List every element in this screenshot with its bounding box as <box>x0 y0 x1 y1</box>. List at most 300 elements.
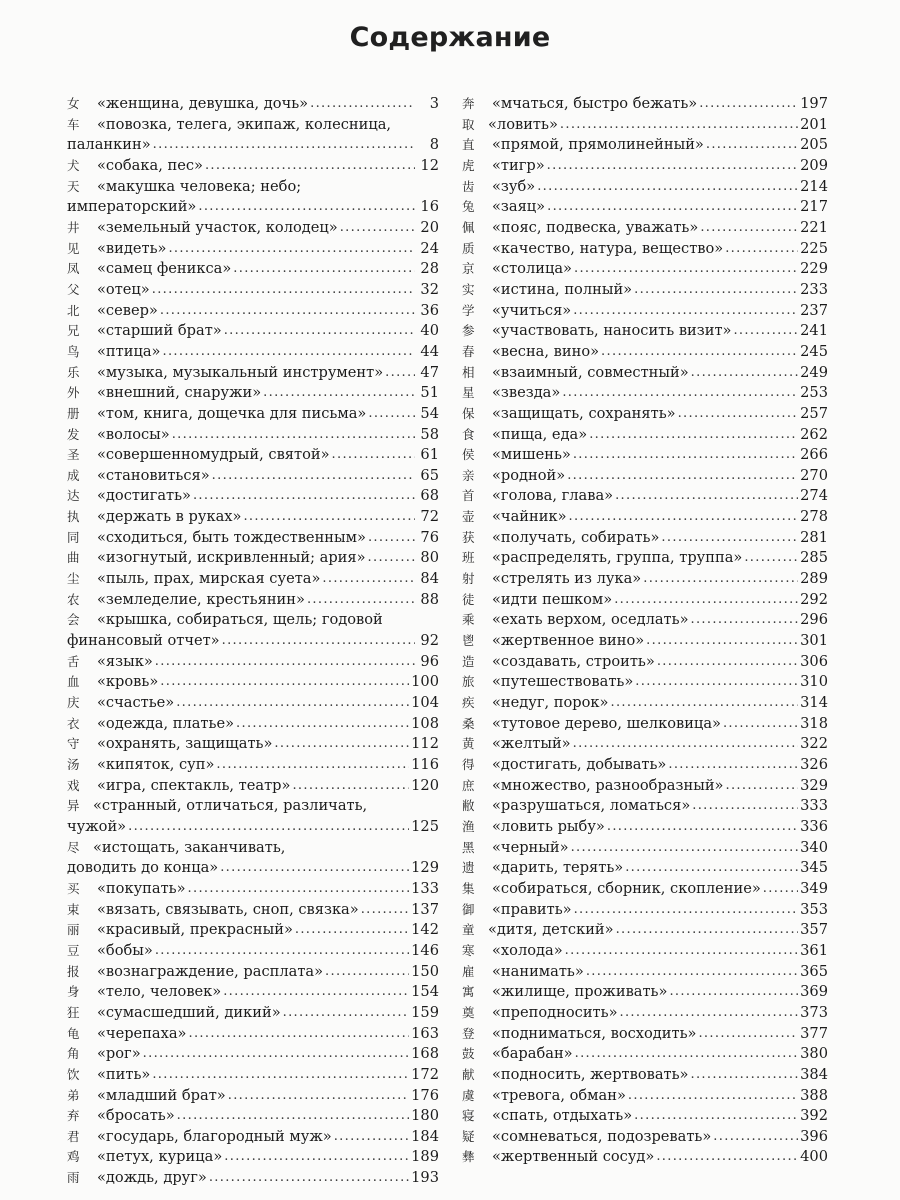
hieroglyph: 册 <box>67 405 80 421</box>
dot-leader <box>283 1002 410 1024</box>
entry-title: «стрелять из лука» <box>492 570 642 588</box>
hieroglyph: 保 <box>462 405 475 421</box>
hieroglyph: 守 <box>67 736 80 752</box>
entry-title: «сходиться, быть тождественным» <box>97 528 366 546</box>
entry-title: «недуг, порок» <box>492 694 609 712</box>
dot-leader <box>295 919 409 941</box>
toc-entry <box>67 321 439 342</box>
hieroglyph: 渔 <box>462 818 475 834</box>
dot-leader <box>706 134 798 156</box>
dot-leader <box>567 465 798 487</box>
page-number: 361 <box>800 941 828 959</box>
hieroglyph: 车 <box>67 116 80 132</box>
toc-entry <box>462 1044 828 1065</box>
entry-title: «родной» <box>492 466 566 484</box>
dot-leader <box>562 382 798 404</box>
dot-leader <box>691 362 799 384</box>
hieroglyph: 束 <box>67 901 80 917</box>
page-number: 163 <box>411 1024 439 1042</box>
toc-entry <box>462 259 828 280</box>
entry-title: «внешний, снаружи» <box>97 384 262 402</box>
dot-leader <box>744 547 798 569</box>
toc-entry <box>67 672 439 693</box>
dot-leader <box>668 754 798 776</box>
toc-entry <box>67 941 439 962</box>
dot-leader <box>155 651 415 673</box>
entry-title: «жилище, проживать» <box>492 983 668 1001</box>
page-number: 245 <box>800 342 828 360</box>
page-number: 310 <box>800 673 828 691</box>
page-number: 396 <box>800 1127 828 1145</box>
hieroglyph: 异 <box>67 798 80 814</box>
dot-leader <box>310 93 415 115</box>
entry-title: «язык» <box>97 652 153 670</box>
toc-entry <box>462 321 828 342</box>
toc-entry <box>67 342 439 363</box>
toc-entry <box>462 301 828 322</box>
hieroglyph: 鸟 <box>67 343 80 359</box>
dot-leader <box>565 940 799 962</box>
dot-leader <box>368 547 415 569</box>
dot-leader <box>325 961 409 983</box>
page-number: 270 <box>800 466 828 484</box>
entry-title: «прямой, прямолинейный» <box>492 136 704 154</box>
page-number: 180 <box>411 1107 439 1125</box>
toc-entry <box>462 962 828 983</box>
entry-title: «сумасшедший, дикий» <box>97 1003 281 1021</box>
toc-entry <box>67 982 439 1003</box>
hieroglyph: 龟 <box>67 1025 80 1041</box>
page-number: 326 <box>800 756 828 773</box>
page-number: 281 <box>800 528 828 546</box>
dot-leader <box>547 155 798 177</box>
dot-leader <box>700 217 798 239</box>
page-number: 257 <box>800 404 828 422</box>
page-number: 392 <box>800 1107 828 1125</box>
dot-leader <box>222 630 415 652</box>
toc-entry <box>67 507 439 528</box>
dot-leader <box>573 444 798 466</box>
hieroglyph: 乘 <box>462 612 475 628</box>
toc-entry <box>67 734 439 755</box>
dot-leader <box>236 713 409 735</box>
hieroglyph: 首 <box>462 488 475 504</box>
toc-entry <box>67 548 439 569</box>
entry-title: чужой» <box>67 817 127 835</box>
hieroglyph: 射 <box>462 571 475 587</box>
dot-leader <box>574 258 798 280</box>
hieroglyph: 疾 <box>462 695 475 711</box>
page-number: 16 <box>420 198 439 216</box>
toc-entry <box>67 1127 439 1148</box>
hieroglyph: 执 <box>67 509 80 525</box>
entry-title: «звезда» <box>492 384 561 402</box>
hieroglyph: 集 <box>462 880 475 896</box>
toc-entry <box>462 135 828 156</box>
page-number: 262 <box>800 425 828 443</box>
page-number: 388 <box>800 1086 828 1104</box>
hieroglyph: 参 <box>462 323 475 339</box>
toc-entry <box>67 363 439 384</box>
toc-entry <box>67 920 439 941</box>
page-number: 296 <box>800 611 828 629</box>
dot-leader <box>723 713 798 735</box>
page-number: 214 <box>800 177 828 195</box>
entry-title: «мишень» <box>492 446 571 464</box>
entry-title: «заяц» <box>492 198 546 216</box>
hieroglyph: 丽 <box>67 922 80 938</box>
hieroglyph: 弃 <box>67 1108 80 1124</box>
hieroglyph: 疑 <box>462 1128 475 1144</box>
page-number: 349 <box>800 879 828 897</box>
dot-leader <box>385 362 415 384</box>
entry-title: «кровь» <box>97 673 159 691</box>
dot-leader <box>725 775 798 797</box>
dot-leader <box>634 1105 798 1127</box>
page-number: 68 <box>420 487 439 505</box>
entry-title: «становиться» <box>97 466 210 484</box>
toc-entry <box>67 879 439 900</box>
entry-title: «зуб» <box>492 177 536 195</box>
dot-leader <box>274 733 409 755</box>
page-number: 189 <box>411 1148 439 1166</box>
entry-title: «создавать, строить» <box>492 652 655 670</box>
entry-title: «пища, еда» <box>492 425 588 443</box>
page-number: 301 <box>800 632 828 650</box>
page-number: 72 <box>420 508 439 526</box>
toc-entry <box>462 363 828 384</box>
page-number: 54 <box>420 404 439 422</box>
entry-title: «пояс, подвеска, уважать» <box>492 218 699 236</box>
entry-title: «черный» <box>492 838 569 856</box>
hieroglyph: 鼓 <box>462 1046 475 1062</box>
hieroglyph: 乐 <box>67 364 80 380</box>
page-number: 129 <box>411 859 439 877</box>
entry-title: «чайник» <box>492 508 567 526</box>
hieroglyph: 寒 <box>462 942 475 958</box>
hieroglyph: 兄 <box>67 323 80 339</box>
dot-leader <box>152 279 415 301</box>
toc-entry <box>462 590 828 611</box>
dot-leader <box>537 176 798 198</box>
hieroglyph: 尽 <box>67 839 80 855</box>
page-number: 112 <box>411 735 439 753</box>
entry-title: «править» <box>492 900 572 918</box>
hieroglyph: 外 <box>67 385 80 401</box>
dot-leader <box>635 671 798 693</box>
hieroglyph: 凤 <box>67 261 80 277</box>
dot-leader <box>143 1043 410 1065</box>
hieroglyph: 农 <box>67 591 80 607</box>
toc-entry <box>462 982 828 1003</box>
toc-column-right <box>462 94 828 1168</box>
page-number: 3 <box>429 95 439 112</box>
page-number: 285 <box>800 549 828 567</box>
entry-title: «собираться, сборник, скопление» <box>492 879 761 897</box>
page-number: 229 <box>800 260 828 278</box>
entry-title: «дитя, детский» <box>488 921 614 939</box>
entry-title: «покупать» <box>97 879 186 897</box>
dot-leader <box>193 485 415 507</box>
toc-entry <box>67 280 439 301</box>
hieroglyph: 汤 <box>67 757 80 772</box>
page-number: 36 <box>420 301 439 319</box>
toc-entry <box>67 466 439 487</box>
entry-title: «государь, благородный муж» <box>97 1127 332 1145</box>
toc-entry <box>462 693 828 714</box>
toc-entry <box>67 445 439 466</box>
page-number: 47 <box>420 363 439 381</box>
hieroglyph: 会 <box>67 612 80 628</box>
hieroglyph: 父 <box>67 281 80 297</box>
toc-entry <box>67 693 439 714</box>
dot-leader <box>698 1023 798 1045</box>
entry-title: «старший брат» <box>97 322 222 340</box>
dot-leader <box>691 609 799 631</box>
dot-leader <box>646 630 798 652</box>
toc-entry <box>462 218 828 239</box>
hieroglyph: 雇 <box>462 963 475 979</box>
hieroglyph: 豆 <box>67 942 80 958</box>
hieroglyph: 北 <box>67 302 80 318</box>
dot-leader <box>212 465 415 487</box>
hieroglyph: 圣 <box>67 447 80 463</box>
dot-leader <box>634 279 798 301</box>
entry-title: «учиться» <box>492 301 572 319</box>
dot-leader <box>224 1146 409 1168</box>
dot-leader <box>573 300 798 322</box>
page-number: 380 <box>800 1045 828 1063</box>
entry-title: «сомневаться, подозревать» <box>492 1127 712 1145</box>
page-number: 168 <box>411 1045 439 1063</box>
dot-leader <box>152 1064 409 1086</box>
hieroglyph: 角 <box>67 1046 80 1062</box>
hieroglyph: 相 <box>462 364 475 380</box>
hieroglyph: 报 <box>67 963 80 979</box>
hieroglyph: 黄 <box>462 736 475 752</box>
toc-entry <box>462 528 828 549</box>
page-number: 278 <box>800 508 828 526</box>
page-number: 241 <box>800 322 828 340</box>
page-number: 88 <box>420 590 439 608</box>
hieroglyph: 曲 <box>67 550 80 566</box>
entry-title: «пить» <box>97 1065 151 1083</box>
toc-column-left <box>67 94 439 1189</box>
entry-title: «тигр» <box>492 156 545 174</box>
page-number: 373 <box>800 1003 828 1021</box>
hieroglyph: 君 <box>67 1128 80 1144</box>
dot-leader <box>571 837 799 859</box>
toc-entry <box>462 383 828 404</box>
page-number: 322 <box>800 735 828 753</box>
dot-leader <box>307 589 415 611</box>
entry-title: «том, книга, дощечка для письма» <box>97 404 367 422</box>
page-number: 365 <box>800 962 828 980</box>
dot-leader <box>690 1064 798 1086</box>
dot-leader <box>616 919 799 941</box>
dot-leader <box>763 878 798 900</box>
toc-entry <box>67 1003 439 1024</box>
entry-title: «жертвенное вино» <box>492 632 645 650</box>
entry-title: «распределять, группа, труппа» <box>492 549 743 567</box>
dot-leader <box>128 816 409 838</box>
page-number: 336 <box>800 817 828 835</box>
entry-title: «счастье» <box>97 694 175 712</box>
page-number: 333 <box>800 797 828 815</box>
toc-entry <box>462 1086 828 1107</box>
page-number: 237 <box>800 301 828 319</box>
toc-entry <box>462 631 828 652</box>
toc-entry <box>462 941 828 962</box>
entry-title: «защищать, сохранять» <box>492 404 676 422</box>
toc-entry <box>462 838 828 859</box>
hieroglyph: 取 <box>462 116 475 132</box>
page-number: 384 <box>800 1065 828 1083</box>
toc-entry <box>67 156 439 177</box>
page-number: 221 <box>800 218 828 236</box>
dot-leader <box>692 795 798 817</box>
page-number: 40 <box>420 322 439 340</box>
toc-entry <box>462 404 828 425</box>
hieroglyph: 井 <box>67 219 80 235</box>
hieroglyph: 直 <box>462 137 475 153</box>
dot-leader <box>607 816 798 838</box>
hieroglyph: 春 <box>462 343 475 359</box>
hieroglyph: 食 <box>462 426 475 442</box>
hieroglyph: 鬯 <box>462 633 475 649</box>
hieroglyph: 登 <box>462 1025 475 1041</box>
toc-entry <box>67 900 439 921</box>
toc-entry <box>67 218 439 239</box>
toc-entry <box>462 858 828 879</box>
dot-leader <box>155 940 409 962</box>
hieroglyph: 见 <box>67 240 80 256</box>
toc-entry <box>462 548 828 569</box>
toc-entry <box>462 900 828 921</box>
page-number: 133 <box>411 879 439 897</box>
page-number: 146 <box>411 941 439 959</box>
toc-entry <box>462 1147 828 1168</box>
toc-entry <box>462 507 828 528</box>
page-number: 8 <box>429 136 439 154</box>
dot-leader <box>628 1085 798 1107</box>
entry-title: «самец феникса» <box>97 260 232 278</box>
dot-leader <box>368 527 415 549</box>
toc-entry <box>462 466 828 487</box>
toc-entry <box>67 755 439 776</box>
entry-title: «черепаха» <box>97 1024 187 1042</box>
hieroglyph: 京 <box>462 261 475 277</box>
page-number: 353 <box>800 900 828 918</box>
hieroglyph: 尘 <box>67 571 80 587</box>
page-number: 84 <box>420 570 439 588</box>
hieroglyph: 奠 <box>462 1004 475 1020</box>
toc-entry <box>462 1024 828 1045</box>
page-number: 345 <box>800 859 828 877</box>
toc-entry <box>67 1024 439 1045</box>
page-number: 292 <box>800 590 828 608</box>
page-number: 253 <box>800 384 828 402</box>
hieroglyph: 达 <box>67 488 80 504</box>
dot-leader <box>657 651 798 673</box>
dot-leader <box>560 114 798 136</box>
entry-title: «игра, спектакль, театр» <box>97 776 291 794</box>
dot-leader <box>198 196 415 218</box>
toc-entry <box>462 115 828 136</box>
page-number: 217 <box>800 198 828 216</box>
dot-leader <box>669 981 798 1003</box>
toc-entry <box>67 383 439 404</box>
dot-leader <box>361 899 409 921</box>
hieroglyph: 血 <box>67 674 80 690</box>
hieroglyph: 造 <box>462 653 475 669</box>
entry-title: «весна, вино» <box>492 342 600 360</box>
entry-title: «истощать, заканчивать, <box>93 838 286 856</box>
dot-leader <box>614 589 798 611</box>
hieroglyph: 衣 <box>67 715 80 731</box>
dot-leader <box>233 258 415 280</box>
entry-title: «крышка, собираться, щель; годовой <box>97 611 383 629</box>
hieroglyph: 同 <box>67 529 80 545</box>
page-number: 100 <box>411 673 439 691</box>
toc-entry <box>462 734 828 755</box>
entry-title: «ловить рыбу» <box>492 817 605 835</box>
dot-leader <box>713 1126 798 1148</box>
hieroglyph: 获 <box>462 529 475 545</box>
entry-title: «собака, пес» <box>97 156 203 174</box>
toc-entry <box>462 177 828 198</box>
dot-leader <box>332 444 415 466</box>
hieroglyph: 虎 <box>462 157 475 173</box>
entry-title: «участвовать, наносить визит» <box>492 322 732 340</box>
toc-entry <box>462 714 828 735</box>
hieroglyph: 戏 <box>67 777 80 793</box>
dot-leader <box>228 1085 409 1107</box>
dot-leader <box>188 878 410 900</box>
dot-leader <box>575 1043 799 1065</box>
toc-entry <box>462 342 828 363</box>
entry-title: «достигать, добывать» <box>492 756 667 773</box>
toc-entry <box>462 94 828 115</box>
dot-leader <box>172 424 415 446</box>
toc-entry <box>462 920 828 941</box>
page-number: 369 <box>800 983 828 1001</box>
page-number: 197 <box>800 95 828 112</box>
dot-leader <box>153 134 415 156</box>
toc-entry <box>462 755 828 776</box>
page-number: 24 <box>420 239 439 257</box>
toc-entry <box>67 486 439 507</box>
toc-entry <box>67 259 439 280</box>
dot-leader <box>177 1105 409 1127</box>
page-number: 274 <box>800 487 828 505</box>
hieroglyph: 星 <box>462 385 475 401</box>
toc-entry <box>67 404 439 425</box>
toc-entry <box>67 177 439 218</box>
toc-entry <box>67 962 439 983</box>
dot-leader <box>168 238 415 260</box>
entry-title: «держать в руках» <box>97 508 242 526</box>
page-number: 51 <box>420 384 439 402</box>
dot-leader <box>224 320 415 342</box>
dot-leader <box>656 1146 798 1168</box>
page-number: 125 <box>411 817 439 835</box>
page-number: 184 <box>411 1127 439 1145</box>
hieroglyph: 御 <box>462 901 475 917</box>
page-number: 306 <box>800 652 828 670</box>
hieroglyph: 买 <box>67 880 80 896</box>
dot-leader <box>209 1167 409 1189</box>
